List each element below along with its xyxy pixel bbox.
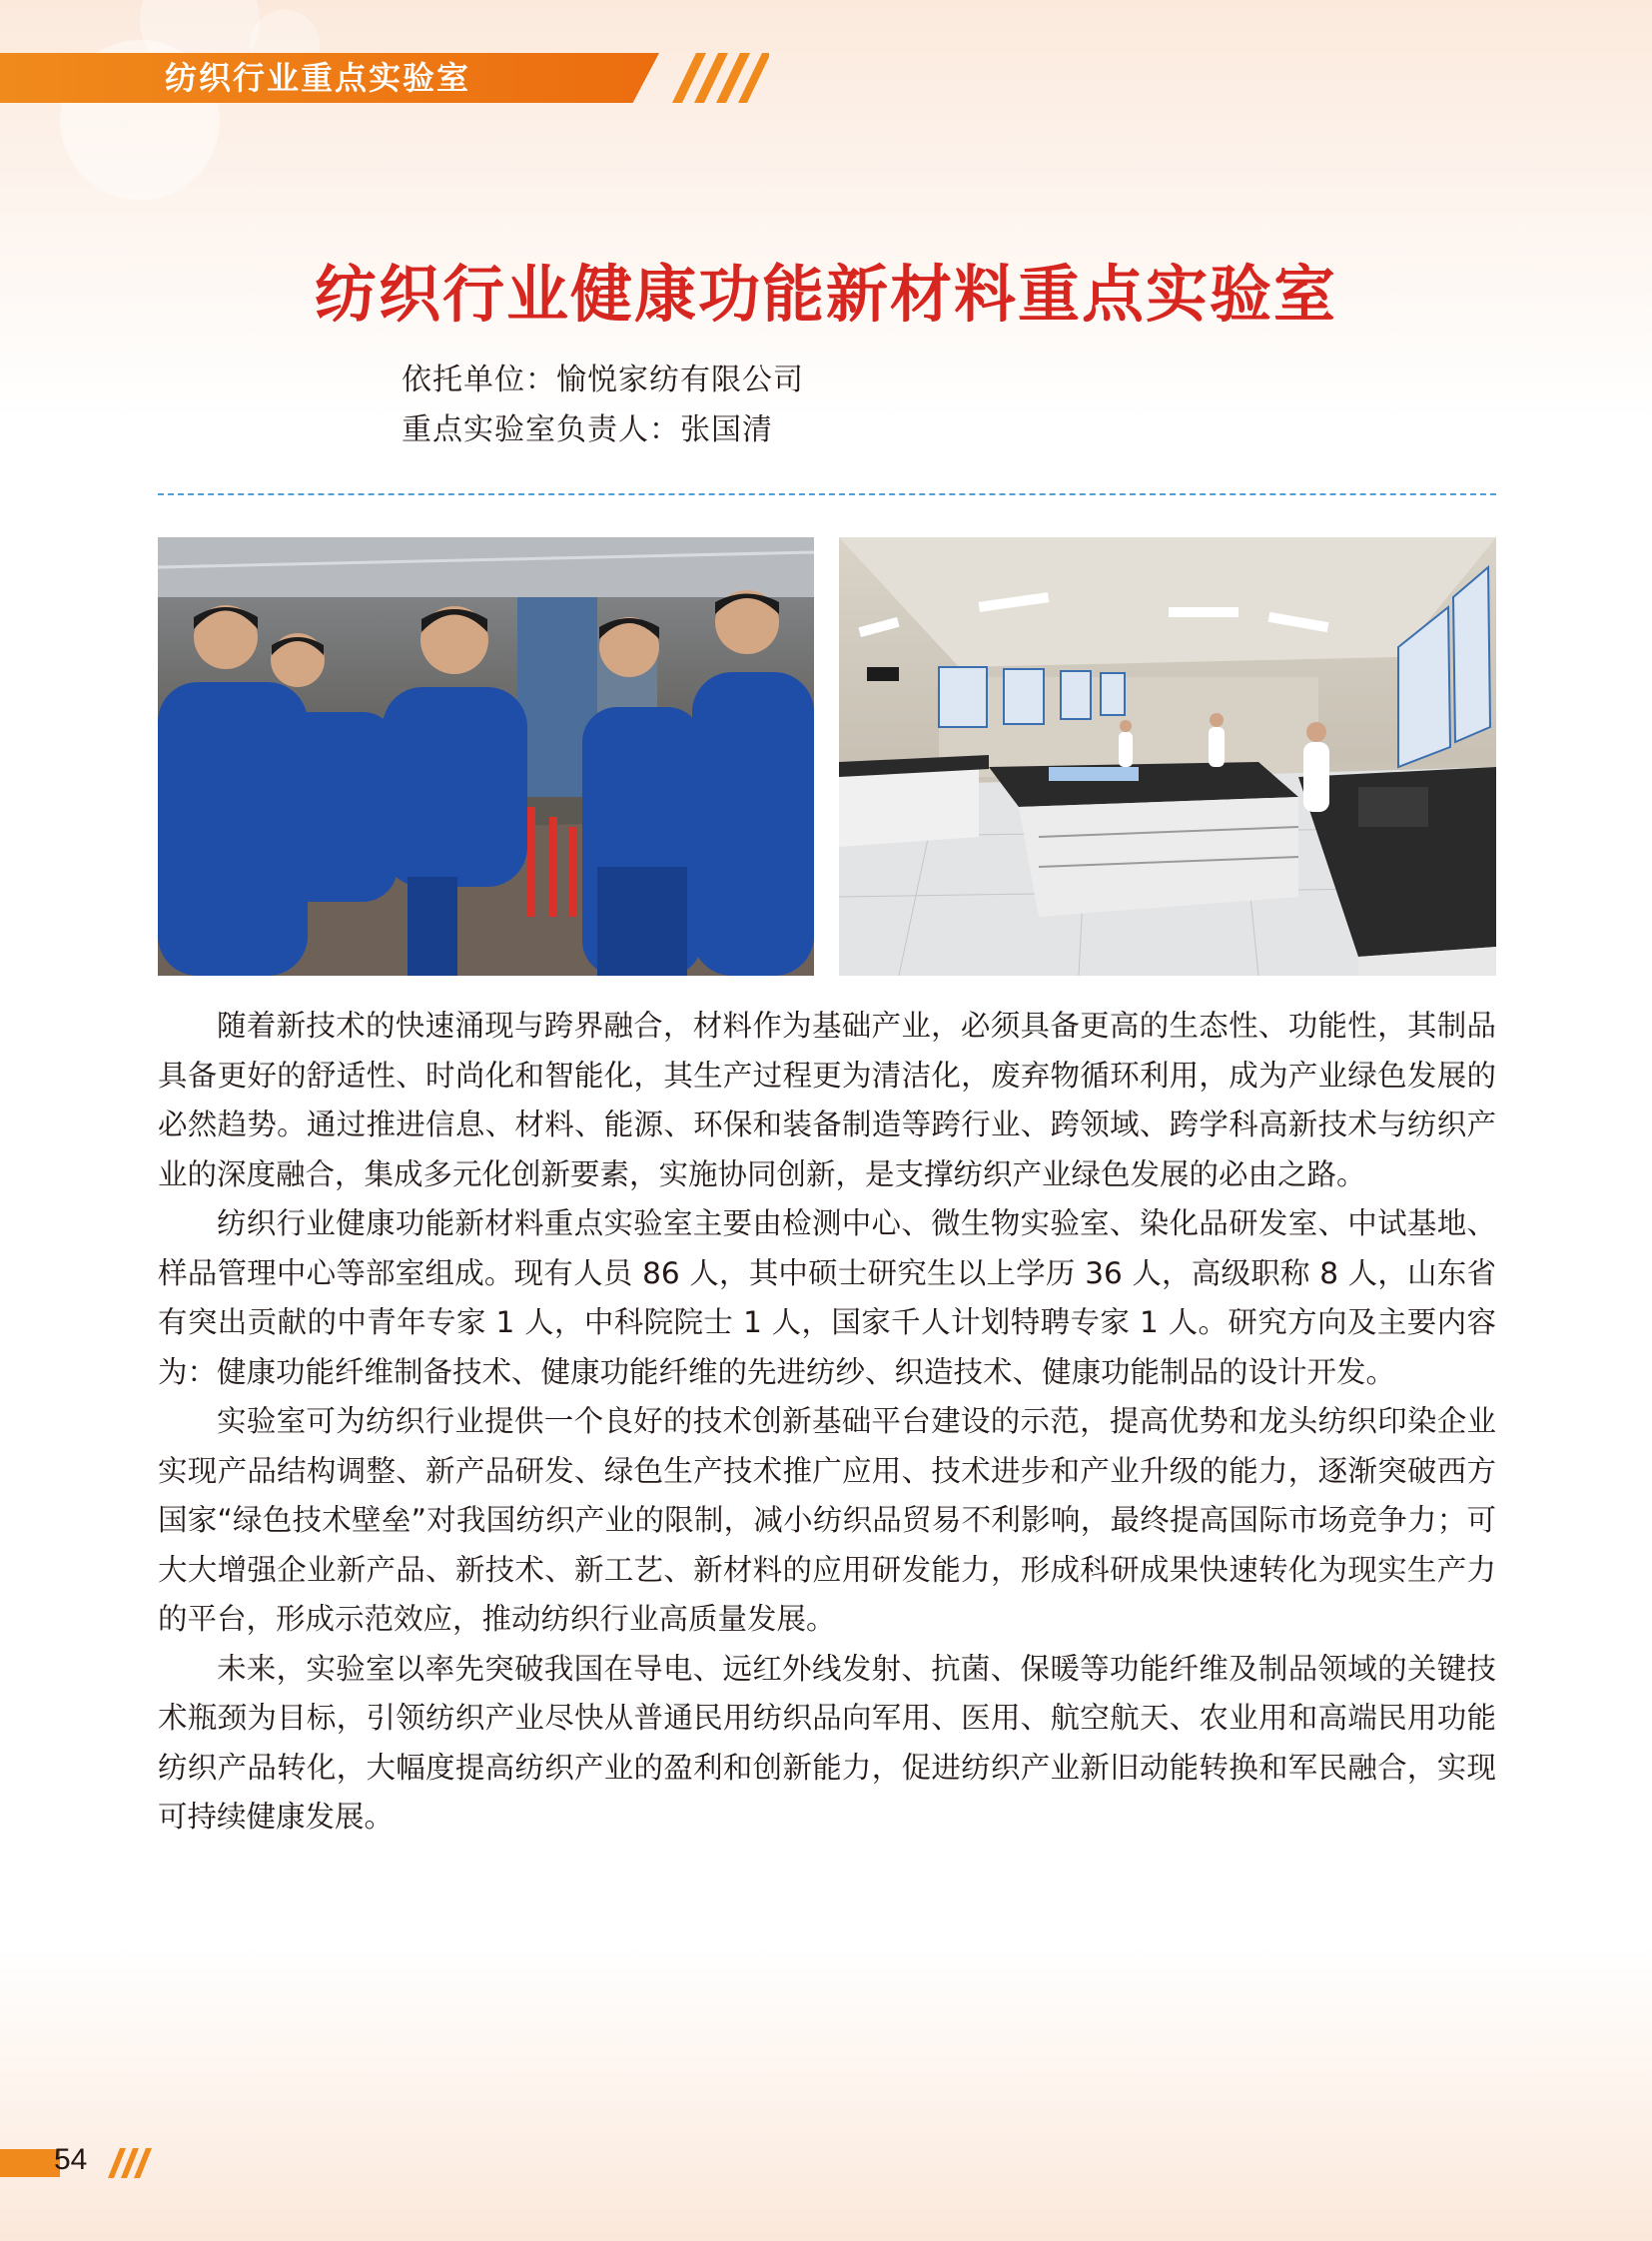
host-unit: 依托单位：愉悦家纺有限公司 [402, 363, 804, 397]
laboratory-photo-image [839, 537, 1496, 976]
article-title: 纺织行业健康功能新材料重点实验室 [314, 258, 1337, 331]
footer-bar [0, 2149, 60, 2177]
page-number: 54 [54, 2143, 88, 2176]
lab-director: 重点实验室负责人：张国清 [402, 412, 773, 447]
banner-stripes-icon [654, 53, 769, 103]
dashed-divider [158, 493, 1496, 495]
section-label: 纺织行业重点实验室 [165, 59, 471, 97]
body-paragraph: 未来，实验室以率先突破我国在导电、远红外线发射、抗菌、保暖等功能纤维及制品领域的关键技术瓶颈为目标，引领纺织产业尽快从普通民用纺织品向军用、医用、航空航天、农业用和高端民用功能纺织产品转化，大幅度提高纺织产业的盈利和创新能力，促进纺织产业新旧动能转换和军民融合，实现可持续健康发展。 [158, 1651, 1496, 1834]
footer-stripes-icon [108, 2148, 152, 2178]
body-paragraph: 实验室可为纺织行业提供一个良好的技术创新基础平台建设的示范，提高优势和龙头纺织印染企业实现产品结构调整、新产品研发、绿色生产技术推广应用、技术进步和产业升级的能力，逐渐突破西方国家“绿色技术壁垒”对我国纺织产业的限制，减小纺织品贸易不利影响，最终提高国际市场竞争力；可大大增强企业新产品、新技术、新工艺、新材料的应用研发能力，形成科研成果快速转化为现实生产力的平台，形成示范效应，推动纺织行业高质量发展。 [158, 1404, 1496, 1636]
section-banner [0, 53, 769, 103]
factory-photo-image [158, 537, 814, 976]
laboratory-photo [839, 537, 1496, 976]
article-body [158, 1002, 1496, 1843]
body-paragraph: 纺织行业健康功能新材料重点实验室主要由检测中心、微生物实验室、染化品研发室、中试基地、样品管理中心等部室组成。现有人员 86 人，其中硕士研究生以上学历 36 人，高级职称 8 人，山东省有突出贡献的中青年专家 1 人，中科院院士 1 人，国家千人计划特聘专家 1 人。研究方向及主要内容为：健康功能纤维制备技术、健康功能纤维的先进纺纱、织造技术、健康功能制品的设计开发。 [158, 1206, 1496, 1389]
factory-photo [158, 537, 814, 976]
body-paragraph: 随着新技术的快速涌现与跨界融合，材料作为基础产业，必须具备更高的生态性、功能性，其制品具备更好的舒适性、时尚化和智能化，其生产过程更为清洁化，废弃物循环利用，成为产业绿色发展的必然趋势。通过推进信息、材料、能源、环保和装备制造等跨行业、跨领域、跨学科高新技术与纺织产业的深度融合，集成多元化创新要素，实施协同创新，是支撑纺织产业绿色发展的必由之路。 [158, 1009, 1496, 1191]
